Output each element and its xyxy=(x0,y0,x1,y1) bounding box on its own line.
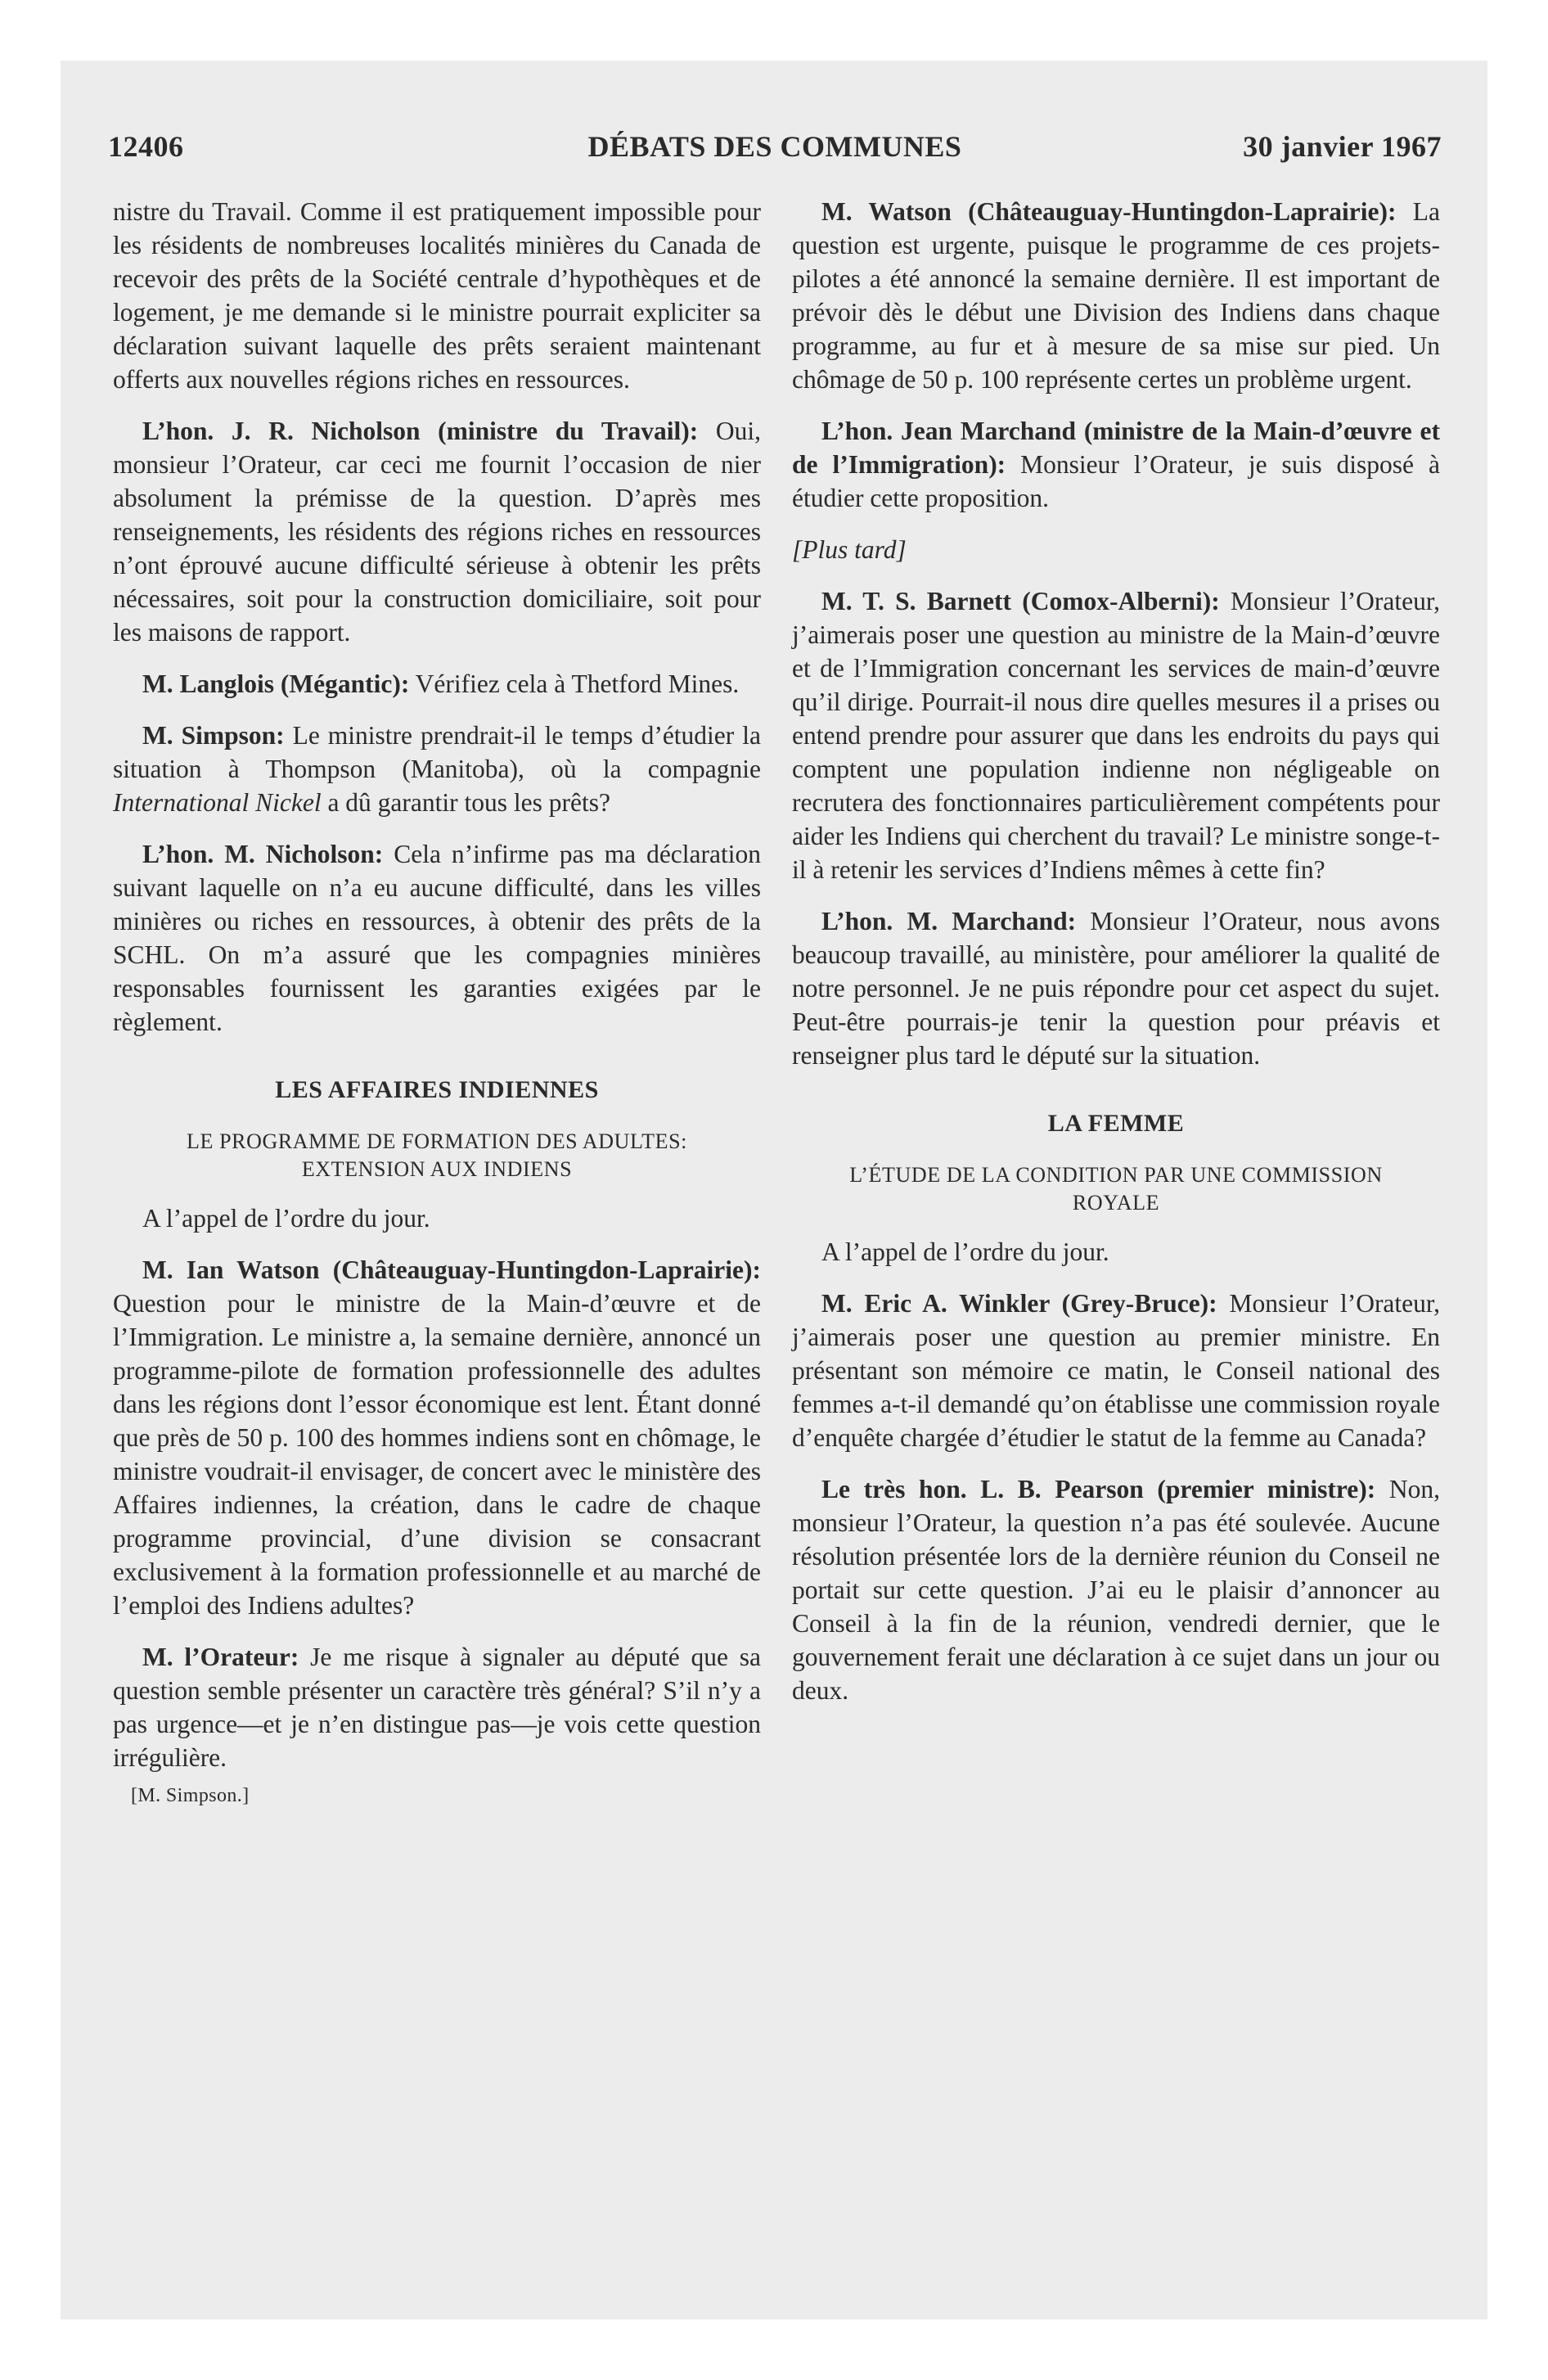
speaker-name: L’hon. Jean Marchand (ministre de la Main-d’œuvre et de l’Immigration): xyxy=(792,417,1440,479)
footer-reference: [M. Simpson.] xyxy=(131,1785,250,1806)
page-number: 12406 xyxy=(108,130,184,163)
speech-paragraph xyxy=(113,837,761,1039)
speech-paragraph xyxy=(792,195,1440,396)
speech-text: Non, monsieur l’Orateur, la question n’a pas été soulevée. Aucune résolution présentée lors de la dernière réunion du Conseil ne portait sur cette question. J’ai eu le plaisir d’annoncer au Conseil à la fin de la réunion, vendredi dernier, que le gouvernement ferait une déclaration à ce sujet dans un jour ou deux. xyxy=(792,1475,1440,1705)
speaker-name: M. Simpson: xyxy=(142,721,285,750)
speech-paragraph xyxy=(113,1253,761,1622)
later-note: [Plus tard] xyxy=(792,535,907,564)
order-of-day: A l’appel de l’ordre du jour. xyxy=(821,1237,1109,1266)
speech-text: La question est urgente, puisque le programme de ces projets-pilotes a été annoncé la semaine dernière. Il est important de prévoir dès le début une Division des Indiens dans chaque programme, au fur et à mesure de sa mise sur pied. Un chômage de 50 p. 100 représente certes un problème urgent. xyxy=(792,197,1440,394)
order-of-day: A l’appel de l’ordre du jour. xyxy=(142,1204,430,1233)
right-column xyxy=(792,195,1440,1725)
speech-text: Monsieur l’Orateur, j’aimerais poser une question au ministre de la Main-d’œuvre et de l’Immigration concernant les services de main-d’œuvre qu’il dirige. Pourrait-il nous dire quelles mesures il a prises ou entend prendre pour assurer que dans les endroits du pays qui comptent une population indienne non négligeable on recrutera des fonctionnaires particulièrement compétents pour aider les Indiens qui cherchent du travail? Le ministre songe-t-il à retenir les services d’Indiens mêmes à cette fin? xyxy=(792,587,1440,884)
section-heading: LA FEMME xyxy=(1047,1110,1185,1137)
speech-text: Monsieur l’Orateur, nous avons beaucoup travaillé, au ministère, pour améliorer la qualité de notre personnel. Je ne puis répondre pour cet aspect du sujet. Peut-être pourrais-je tenir la question pour préavis et renseigner plus tard le député sur la situation. xyxy=(792,907,1440,1070)
speech-text: Je me risque à signaler au député que sa question semble présenter un caractère très général? S’il n’y a pas urgence—et je n’en distingue pas—je vois cette question irrégulière. xyxy=(113,1643,761,1772)
speech-paragraph xyxy=(113,414,761,649)
subsection-heading: LE PROGRAMME DE FORMATION DES ADULTES: EXTENSION AUX INDIENS xyxy=(187,1129,687,1181)
speech-text: Question pour le ministre de la Main-d’œuvre et de l’Immigration. Le ministre a, la semaine dernière, annoncé un programme-pilote de formation professionnelle des adultes dans les régions dont l’essor économique est lent. Étant donné que près de 50 p. 100 des hommes indiens sont en chômage, le ministre voudrait-il envisager, de concert avec le ministère des Affaires indiennes, la création, dans le cadre de chaque programme provincial, d’une division se consacrant exclusivement à la formation professionnelle et au marché de l’emploi des Indiens adultes? xyxy=(113,1289,761,1620)
speaker-name: Le très hon. L. B. Pearson (premier ministre): xyxy=(821,1475,1376,1503)
speaker-name: M. Ian Watson (Châteauguay-Huntingdon-Laprairie): xyxy=(142,1255,761,1284)
speaker-name: M. Langlois (Mégantic): xyxy=(142,669,410,698)
speech-paragraph xyxy=(792,1287,1440,1454)
speech-paragraph xyxy=(113,719,761,819)
speech-text: Oui, monsieur l’Orateur, car ceci me fournit l’occasion de nier absolument la prémisse de la question. D’après mes renseignements, les résidents des régions riches en ressources n’ont éprouvé aucune difficulté sérieuse à obtenir les prêts nécessaires, soit pour la construction domiciliaire, soit pour les maisons de rapport. xyxy=(113,417,762,647)
speech-text: Le ministre prendrait-il le temps d’étudier la situation à Thompson (Manitoba), où la compagnie xyxy=(113,721,761,783)
speech-paragraph xyxy=(792,584,1440,886)
speech-text: Vérifiez cela à Thetford Mines. xyxy=(409,669,740,698)
speech-paragraph xyxy=(113,1640,761,1774)
company-name: International Nickel xyxy=(113,788,322,817)
speaker-name: L’hon. M. Marchand: xyxy=(821,907,1077,935)
speaker-name: L’hon. J. R. Nicholson (ministre du Travail): xyxy=(142,417,699,445)
page-header xyxy=(108,129,1442,169)
speaker-name: M. Watson (Châteauguay-Huntingdon-Laprairie): xyxy=(821,197,1397,226)
speech-paragraph xyxy=(113,667,761,701)
speaker-name: L’hon. M. Nicholson: xyxy=(142,840,384,868)
section-heading: LES AFFAIRES INDIENNES xyxy=(275,1076,599,1103)
left-column xyxy=(113,195,761,1813)
subsection-heading: L’ÉTUDE DE LA CONDITION PAR UNE COMMISSION ROYALE xyxy=(849,1163,1383,1215)
speaker-name: M. l’Orateur: xyxy=(142,1643,299,1671)
speech-text: Cela n’infirme pas ma déclaration suivant laquelle on n’a eu aucune difficulté, dans les villes minières ou riches en ressources, à obtenir des prêts de la SCHL. On m’a assuré que les compagnies minières responsables fournissent les garanties exigées par le règlement. xyxy=(113,840,761,1036)
paragraph: nistre du Travail. Comme il est pratiquement impossible pour les résidents de nombreuses localités minières du Canada de recevoir des prêts de la Société centrale d’hypothèques et de logement, je me demande si le ministre pourrait expliciter sa déclaration suivant laquelle des prêts seraient maintenant offerts aux nouvelles régions riches en ressources. xyxy=(113,197,761,394)
speech-text: Monsieur l’Orateur, j’aimerais poser une question au premier ministre. En présentant son mémoire ce matin, le Conseil national des femmes a-t-il demandé qu’on établisse une commission royale d’enquête chargée d’étudier le statut de la femme au Canada? xyxy=(792,1289,1440,1452)
speech-paragraph xyxy=(792,1472,1440,1707)
page-title: DÉBATS DES COMMUNES xyxy=(587,130,962,163)
speaker-name: M. Eric A. Winkler (Grey-Bruce): xyxy=(821,1289,1217,1318)
speech-text: a dû garantir tous les prêts? xyxy=(321,788,610,817)
speech-paragraph xyxy=(792,904,1440,1072)
speech-paragraph xyxy=(792,414,1440,515)
speech-text: Monsieur l’Orateur, je suis disposé à étudier cette proposition. xyxy=(792,450,1440,512)
page-date: 30 janvier 1967 xyxy=(1243,130,1442,163)
speaker-name: M. T. S. Barnett (Comox-Alberni): xyxy=(821,587,1220,615)
